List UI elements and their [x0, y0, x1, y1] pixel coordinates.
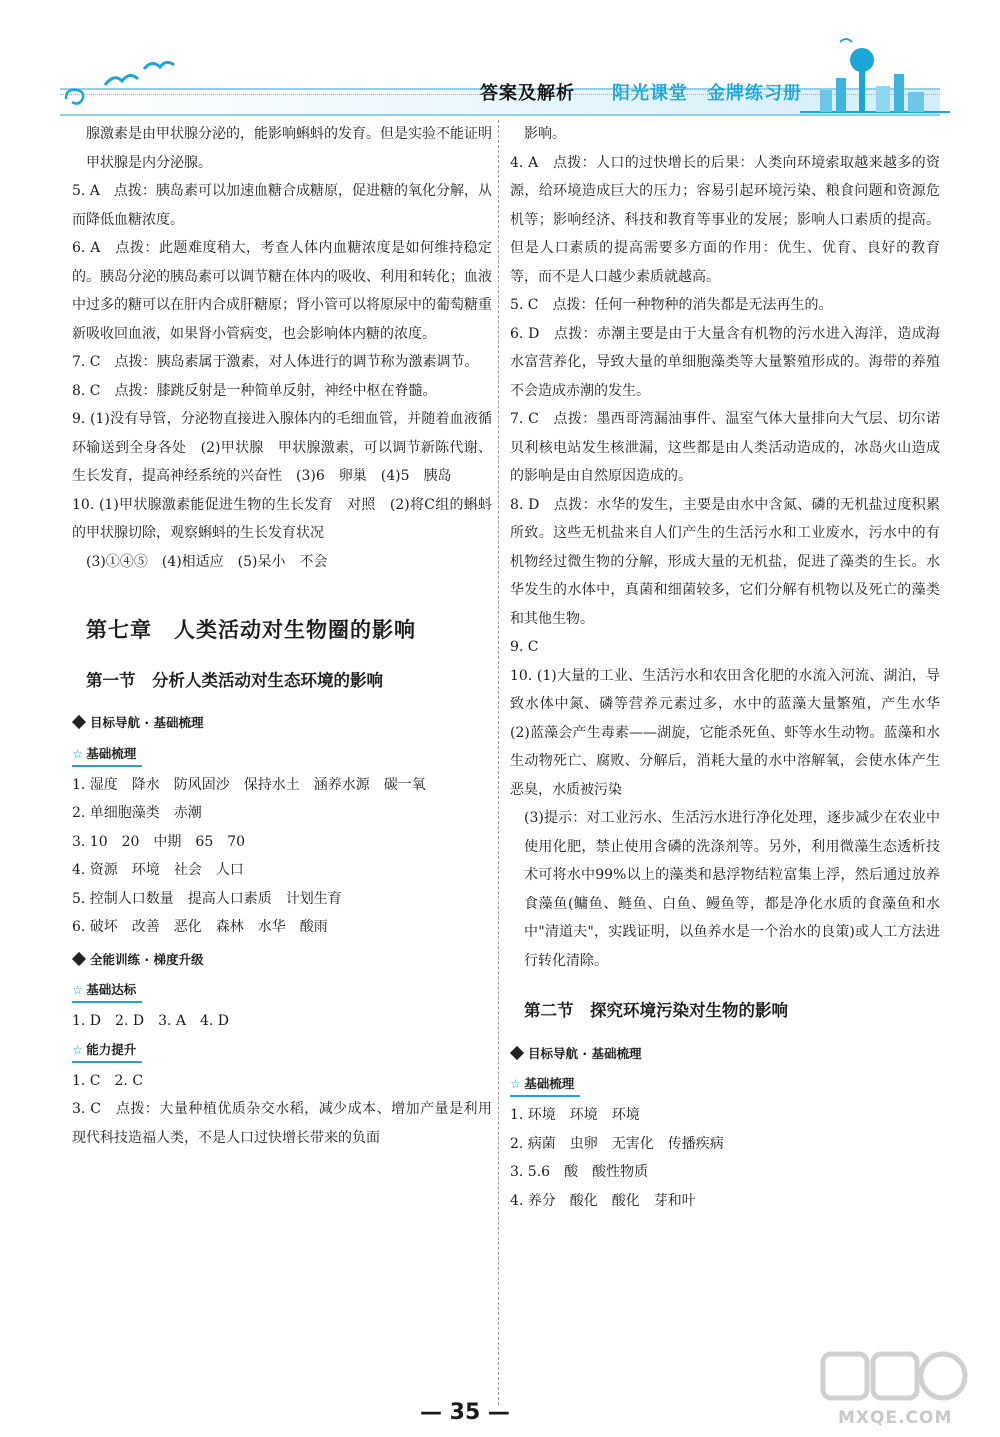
sub-heading: ☆ 基础梳理 [72, 743, 142, 767]
list-item: 4. 资源 环境 社会 人口 [72, 862, 244, 878]
answer-10-cont: (3)提示：对工业污水、生活污水进行净化处理，逐步减少在农业中使用化肥，禁止使用含磷的洗涤剂等。另外，利用微藻生态透析技术可将水中99%以上的藻类和悬浮物结粒富集上浮，然后通过放养食藻鱼(鳙鱼、鲢鱼、白鱼、鳗鱼等，都是净化水质的食藻鱼和水中"清道夫"，实践证明，以鱼养水是一个治水的良策)或人工方法进行转化清除。 [524, 810, 940, 969]
answer-4: 4. A 点拨：人口的过快增长的后果：人类向环境索取越来越多的资源，给环境造成巨大的压力；容易引起环境污染、粮食问题和资源危机等；影响经济、科技和教育等事业的发展；影响人口素质的提高。但是人口素质的提高需要多方面的作用：优生、优育、良好的教育等，而不是人口越少素质就越高。 [510, 154, 940, 285]
nav-heading: 全能训练 · 梯度升级 [72, 946, 492, 975]
star-icon: ☆ [72, 1041, 84, 1057]
chapter-title: 第七章 人类活动对生物圈的影响 [86, 618, 416, 642]
page-number: — 35 — [420, 1400, 510, 1425]
header-title: 答案及解析 [480, 83, 575, 104]
sub-heading: ☆ 基础达标 [72, 979, 142, 1003]
nav-heading: 目标导航 · 基础梳理 [72, 709, 492, 738]
watermark-text: MXQE.COM [838, 1408, 953, 1428]
list-item: 3. 5.6 酸 酸性物质 [510, 1164, 649, 1180]
page-header [0, 0, 1000, 125]
answer-3: 3. C 点拨：大量种植优质杂交水稻，减少成本、增加产量是利用现代科技造福人类，不是人口过快增长带来的负面 [72, 1101, 492, 1146]
answer-10-cont: (3)①④⑤ (4)相适应 (5)呆小 不会 [86, 553, 328, 570]
answer-8: 8. D 点拨：水华的发生，主要是由水中含氮、磷的无机盐过度积累所致。这些无机盐来自人们产生的生活污水和工业废水，污水中的有机物经过微生物的分解，形成大量的无机盐，促进了藻类的生长。水华发生的水体中，真菌和细菌较多，它们分解有机物以及死亡的藻类和其他生物。 [510, 496, 940, 627]
list-item: 4. 养分 酸化 酸化 芽和叶 [510, 1192, 696, 1209]
header-swirl-icon [62, 84, 102, 114]
answer-5: 5. A 点拨：胰岛素可以加速血糖合成糖原，促进糖的氧化分解，从而降低血糖浓度。 [72, 183, 492, 228]
list-item: 1. C 2. C [72, 1072, 144, 1089]
answer-5: 5. C 点拨：任何一种物种的消失都是无法再生的。 [510, 297, 833, 313]
list-item: 6. 破坏 改善 恶化 森林 水华 酸雨 [72, 919, 328, 935]
nav-heading: 目标导航 · 基础梳理 [510, 1040, 940, 1069]
answer-paragraph: 影响。 [524, 126, 566, 142]
list-item: 2. 单细胞藻类 赤潮 [72, 805, 202, 821]
list-item: 1. 环境 环境 环境 [510, 1107, 640, 1123]
star-icon: ☆ [72, 745, 84, 761]
answer-10: 10. (1)大量的工业、生活污水和农田含化肥的水流入河流、湖泊，导致水体中氮、磷等营养元素过多，水中的蓝藻大量繁殖，产生水华 (2)蓝藻会产生毒素——湖旋，它能杀死鱼、虾等水生动物。蓝藻和水生动物死亡、腐败、分解后，消耗大量的水中溶解氧，会使水体产生恶臭，水质被污染 [510, 667, 954, 798]
header-brand: 阳光课堂 金牌练习册 [612, 83, 802, 104]
sub-heading: ☆ 能力提升 [72, 1039, 142, 1063]
list-item: 1. 湿度 降水 防风固沙 保持水土 涵养水源 碳一氧 [72, 776, 426, 793]
list-item: 3. 10 20 中期 65 70 [72, 833, 246, 850]
list-item: 5. 控制人口数量 提高人口素质 计划生育 [72, 890, 342, 907]
sub-heading: ☆ 基础梳理 [510, 1073, 580, 1097]
column-divider [498, 120, 499, 1405]
diamond-icon [72, 951, 86, 965]
answer-9: 9. C [510, 639, 539, 655]
answer-7: 7. C 点拨：胰岛素属于激素，对人体进行的调节称为激素调节。 [72, 354, 479, 370]
city-skyline-icon [800, 30, 950, 115]
answer-6: 6. D 点拨：赤潮主要是由于大量含有机物的污水进入海洋，造成海水富营养化，导致大量的单细胞藻类等大量繁殖形成的。海带的养殖不会造成赤潮的发生。 [510, 325, 940, 399]
diamond-icon [72, 715, 86, 729]
diamond-icon [510, 1045, 524, 1059]
section-title: 第一节 分析人类活动对生态环境的影响 [86, 670, 383, 690]
list-item: 1. D 2. D 3. A 4. D [72, 1013, 230, 1029]
left-column [72, 120, 492, 1152]
answer-8: 8. C 点拨：膝跳反射是一种简单反射，神经中枢在脊髓。 [72, 382, 437, 399]
star-icon: ☆ [510, 1076, 522, 1091]
star-icon: ☆ [72, 982, 84, 997]
answer-10: 10. (1)甲状腺激素能促进生物的生长发育 对照 (2)将C组的蝌蚪的甲状腺切除，观察蝌蚪的生长发育状况 [72, 496, 492, 541]
answer-paragraph: 腺激素是由甲状腺分泌的，能影响蝌蚪的发育。但是实验不能证明甲状腺是内分泌腺。 [86, 126, 492, 171]
answer-9: 9. (1)没有导管，分泌物直接进入腺体内的毛细血管，并随着血液循环输送到全身各处 (2)甲状腺 甲状腺激素，可以调节新陈代谢、生长发育，提高神经系统的兴奋性 (3)6 卵巢 (4)5 胰岛 [72, 411, 492, 484]
right-column [510, 120, 954, 1215]
answer-6: 6. A 点拨：此题难度稍大，考查人体内血糖浓度是如何维持稳定的。胰岛分泌的胰岛素可以调节糖在体内的吸收、利用和转化；血液中过多的糖可以在肝内合成肝糖原；肾小管可以将原尿中的葡萄糖重新吸收回血液，如果肾小管病变，也会影响体内糖的浓度。 [72, 240, 492, 342]
answer-7: 7. C 点拨：墨西哥湾漏油事件、温室气体大量排向大气层、切尔诺贝利核电站发生核泄漏，这些都是由人类活动造成的，冰岛火山造成的影响是由自然原因造成的。 [510, 411, 940, 484]
list-item: 2. 病菌 虫卵 无害化 传播疾病 [510, 1135, 724, 1152]
section-title: 第二节 探究环境污染对生物的影响 [524, 1001, 788, 1020]
